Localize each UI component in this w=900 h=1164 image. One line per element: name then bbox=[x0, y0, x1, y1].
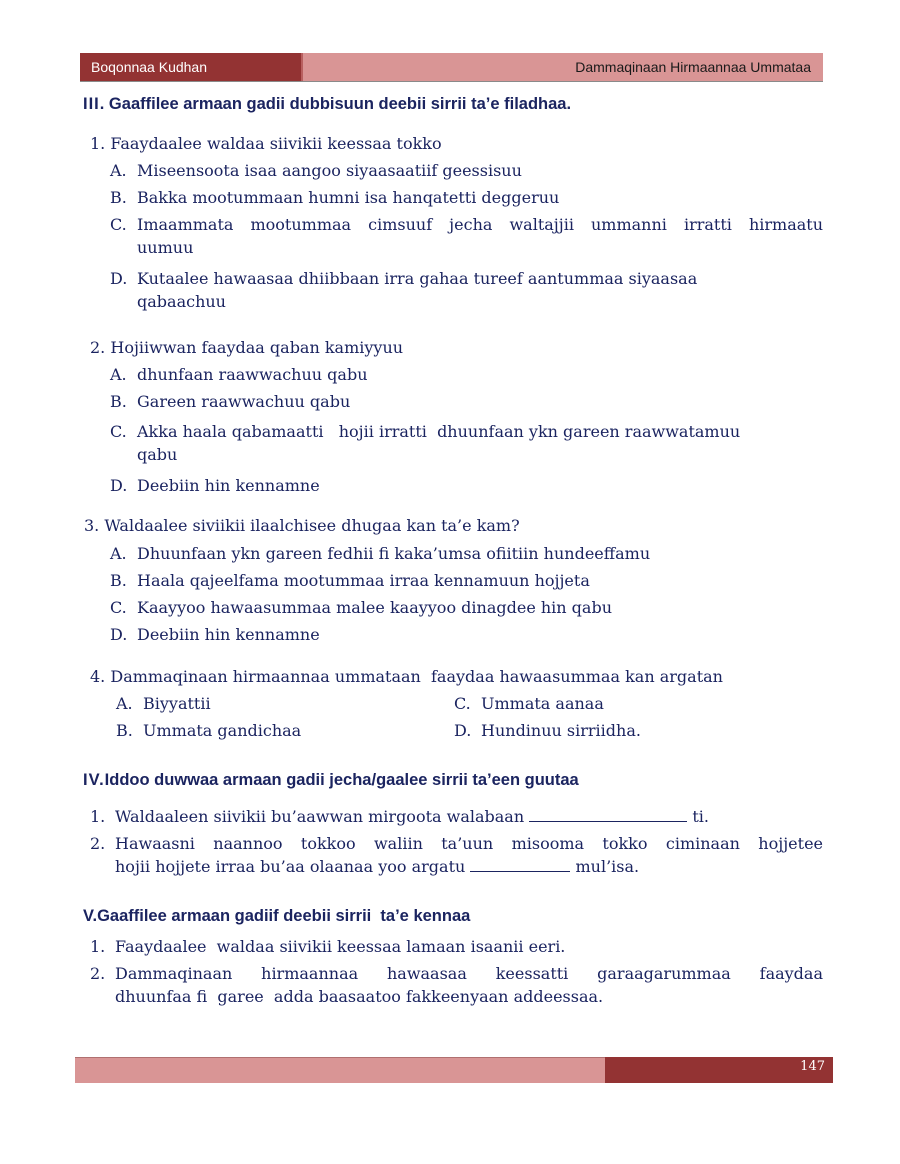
option-4d bbox=[454, 721, 641, 740]
option-label: D. bbox=[110, 476, 128, 495]
question-3 bbox=[84, 516, 520, 535]
option-2c bbox=[110, 422, 740, 464]
option-label: D. bbox=[110, 625, 128, 644]
option-label: A. bbox=[110, 161, 127, 180]
item-text-line1: Hawaasni naannoo tokkoo waliin ta’uun misooma tokko ciminaan hojjetee bbox=[115, 834, 823, 853]
option-2b bbox=[110, 392, 350, 411]
option-label: B. bbox=[110, 571, 127, 590]
option-label: C. bbox=[454, 694, 471, 713]
unit-title: Dammaqinaan Hirmaannaa Ummataa bbox=[303, 53, 823, 81]
item-number: 1. bbox=[90, 807, 106, 826]
question-text: Hojiiwwan faaydaa qaban kamiyyuu bbox=[110, 338, 404, 357]
option-1d bbox=[110, 269, 697, 311]
option-text: Deebiin hin kennamne bbox=[137, 625, 320, 644]
option-text: Miseensoota isaa aangoo siyaasaatiif geessisuu bbox=[137, 161, 522, 180]
option-label: A. bbox=[110, 544, 127, 563]
option-text-line1: Kutaalee hawaasaa dhiibbaan irra gahaa tureef aantummaa siyaasaa bbox=[137, 269, 698, 288]
option-text: Kaayyoo hawaasummaa malee kaayyoo dinagdee hin qabu bbox=[137, 598, 613, 617]
option-label: C. bbox=[110, 598, 127, 617]
fill-blank-2 bbox=[90, 834, 823, 876]
option-label: B. bbox=[110, 392, 127, 411]
option-3c bbox=[110, 598, 612, 617]
question-text: Faaydaalee waldaa siivikii keessaa tokko bbox=[110, 134, 442, 153]
item-text: Waldaaleen siivikii bu’aawwan mirgoota walabaan bbox=[115, 807, 530, 826]
question-number: 2. bbox=[90, 338, 106, 357]
question-text: Dammaqinaan hirmaannaa ummataan faaydaa hawaasummaa kan argatan bbox=[110, 667, 723, 686]
option-label: D. bbox=[110, 269, 128, 288]
option-4a bbox=[116, 694, 211, 713]
option-4c bbox=[454, 694, 604, 713]
option-label: B. bbox=[116, 721, 133, 740]
option-text-line1: Akka haala qabamaatti hojii irratti dhuunfaan ykn gareen raawwatamuu bbox=[137, 422, 741, 441]
option-text-line2: qabu bbox=[137, 445, 178, 464]
option-text: Biyyattii bbox=[143, 694, 211, 713]
option-label: A. bbox=[116, 694, 133, 713]
item-text-end: ti. bbox=[687, 807, 709, 826]
option-text: Hundinuu sirriidha. bbox=[481, 721, 641, 740]
page-header bbox=[80, 53, 823, 82]
footer-bar bbox=[75, 1057, 605, 1083]
option-1b bbox=[110, 188, 559, 207]
section-5-title bbox=[83, 907, 470, 926]
option-text-line2: uumuu bbox=[137, 238, 194, 257]
option-text: Ummata aanaa bbox=[481, 694, 604, 713]
page-footer bbox=[75, 1057, 833, 1083]
question-1 bbox=[90, 134, 442, 153]
question-text: Waldaalee siviikii ilaalchisee dhugaa kan ta’e kam? bbox=[104, 516, 520, 535]
option-4b bbox=[116, 721, 301, 740]
answer-blank[interactable] bbox=[529, 809, 687, 822]
question-number: 3. bbox=[84, 516, 100, 535]
item-text-line2: dhuunfaa fi garee adda baasaatoo fakkeenyaan addeessaa. bbox=[115, 987, 604, 1006]
question-5-2 bbox=[90, 964, 823, 1006]
section-3-title-text: . Gaaffilee armaan gadii dubbisuun deebii sirrii ta’e filadhaa. bbox=[99, 95, 572, 113]
option-text-line2: qabaachuu bbox=[137, 292, 226, 311]
question-4 bbox=[90, 667, 723, 686]
section-3-roman: III bbox=[83, 95, 100, 113]
option-2d bbox=[110, 476, 320, 495]
option-text: Ummata gandichaa bbox=[143, 721, 302, 740]
section-3-title bbox=[83, 95, 571, 114]
question-2 bbox=[90, 338, 403, 357]
option-label: D. bbox=[454, 721, 472, 740]
fill-blank-1 bbox=[90, 807, 709, 826]
item-number: 2. bbox=[90, 834, 106, 853]
question-5-1 bbox=[90, 937, 565, 956]
option-text: Gareen raawwachuu qabu bbox=[137, 392, 351, 411]
option-text: dhunfaan raawwachuu qabu bbox=[137, 365, 368, 384]
option-3a bbox=[110, 544, 650, 563]
option-3b bbox=[110, 571, 590, 590]
section-4-title-text: Iddoo duwwaa armaan gadii jecha/gaalee sirrii ta’een guutaa bbox=[104, 771, 579, 789]
option-text: Bakka mootummaan humni isa hanqatetti deggeruu bbox=[137, 188, 560, 207]
option-label: C. bbox=[110, 215, 127, 234]
chapter-label: Boqonnaa Kudhan bbox=[80, 53, 301, 81]
option-3d bbox=[110, 625, 320, 644]
option-label: B. bbox=[110, 188, 127, 207]
option-text: Deebiin hin kennamne bbox=[137, 476, 320, 495]
option-label: A. bbox=[110, 365, 127, 384]
section-4-title bbox=[83, 771, 579, 790]
option-1a bbox=[110, 161, 522, 180]
section-4-roman: IV. bbox=[83, 771, 105, 789]
answer-blank[interactable] bbox=[470, 859, 570, 872]
item-text: hojii hojjete irraa bu’aa olaanaa yoo argatu bbox=[115, 857, 471, 876]
section-5-title-text: V.Gaaffilee armaan gadiif deebii sirrii ta’e kennaa bbox=[83, 907, 471, 925]
option-text: Dhuunfaan ykn gareen fedhii fi kaka’umsa ofiitiin hundeeffamu bbox=[137, 544, 651, 563]
question-number: 1. bbox=[90, 134, 106, 153]
page-number: 147 bbox=[605, 1057, 833, 1083]
item-number: 1. bbox=[90, 937, 106, 956]
item-text-line1: Dammaqinaan hirmaannaa hawaasaa keessatti garaagarummaa faaydaa bbox=[115, 964, 823, 983]
option-2a bbox=[110, 365, 368, 384]
item-text-end: mul’isa. bbox=[570, 857, 640, 876]
item-text: Faaydaalee waldaa siivikii keessaa lamaan isaanii eeri. bbox=[115, 937, 566, 956]
option-label: C. bbox=[110, 422, 127, 441]
item-number: 2. bbox=[90, 964, 106, 983]
option-text: Haala qajeelfama mootummaa irraa kennamuun hojjeta bbox=[137, 571, 590, 590]
option-1c bbox=[110, 215, 823, 257]
option-text-line1: Imaammata mootummaa cimsuuf jecha waltajjii ummanni irratti hirmaatu bbox=[137, 215, 823, 234]
question-number: 4. bbox=[90, 667, 106, 686]
